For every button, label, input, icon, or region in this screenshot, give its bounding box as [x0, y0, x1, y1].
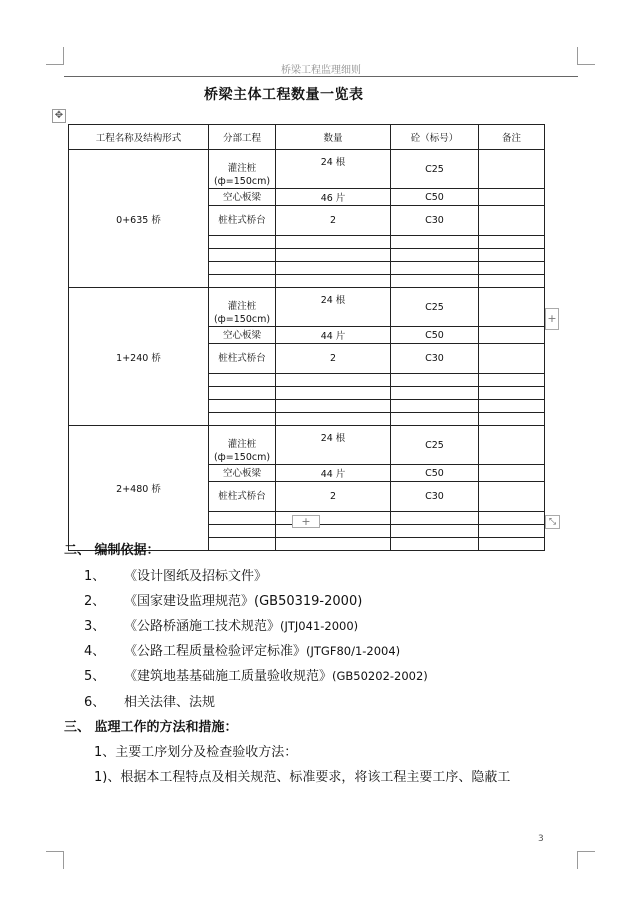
- part-cell: 灌注桩(ф=150cm): [209, 426, 276, 465]
- part-cell: 空心板梁: [209, 327, 276, 344]
- grade-cell: C50: [391, 189, 479, 206]
- page-number: 3: [538, 834, 544, 844]
- bridge-name-cell: 0+635 桥: [69, 150, 209, 288]
- qty-cell: 24 根: [276, 288, 391, 327]
- table-row: [69, 150, 545, 189]
- part-cell: 灌注桩(ф=150cm): [209, 150, 276, 189]
- grade-cell: C50: [391, 327, 479, 344]
- crop-mark-bottom-right: [577, 851, 595, 869]
- header-cell-remark: 备注: [479, 125, 545, 150]
- table-move-handle-icon[interactable]: ✥: [52, 109, 66, 123]
- remark-cell: [479, 465, 545, 482]
- qty-cell: 46 片: [276, 189, 391, 206]
- page-header: 桥梁工程监理细则: [281, 65, 361, 76]
- remark-cell: [479, 482, 545, 512]
- grade-cell: C30: [391, 482, 479, 512]
- add-row-button[interactable]: +: [292, 515, 320, 528]
- add-column-button[interactable]: +: [545, 308, 559, 330]
- list-item: 5、 《建筑地基基础施工质量验收规范》(GB50202-2002): [84, 669, 428, 684]
- bridge-name-cell: 1+240 桥: [69, 288, 209, 426]
- remark-cell: [479, 344, 545, 374]
- part-cell: 桩柱式桥台: [209, 482, 276, 512]
- crop-mark-top-left: [46, 47, 64, 65]
- header-cell-qty: 数量: [276, 125, 391, 150]
- list-item: 2、 《国家建设监理规范》(GB50319-2000): [84, 594, 363, 609]
- qty-cell: 44 片: [276, 465, 391, 482]
- remark-cell: [479, 327, 545, 344]
- section-heading-basis: 二、 编制依据：: [64, 543, 160, 558]
- remark-cell: [479, 206, 545, 236]
- header-cell-name: 工程名称及结构形式: [69, 125, 209, 150]
- part-cell: 灌注桩(ф=150cm): [209, 288, 276, 327]
- qty-cell: 44 片: [276, 327, 391, 344]
- qty-cell: 2: [276, 206, 391, 236]
- paragraph-text: 1)、根据本工程特点及相关规范、标准要求，将该工程主要工序、隐蔽工: [94, 770, 511, 785]
- part-cell: 空心板梁: [209, 465, 276, 482]
- list-item: 1、 《设计图纸及招标文件》: [84, 569, 268, 584]
- bridge-name-cell: 2+480 桥: [69, 426, 209, 551]
- section-heading-methods: 三、 监理工作的方法和措施：: [64, 720, 238, 735]
- part-cell: 桩柱式桥台: [209, 344, 276, 374]
- crop-mark-top-right: [577, 47, 595, 65]
- remark-cell: [479, 426, 545, 465]
- table-row: [69, 426, 545, 465]
- grade-cell: C50: [391, 465, 479, 482]
- table-resize-handle-icon[interactable]: ⤡: [545, 515, 560, 529]
- table-row: [69, 288, 545, 327]
- grade-cell: C25: [391, 426, 479, 465]
- table-title: 桥梁主体工程数量一览表: [204, 87, 364, 103]
- part-cell: 桩柱式桥台: [209, 206, 276, 236]
- remark-cell: [479, 189, 545, 206]
- qty-cell: 24 根: [276, 150, 391, 189]
- grade-cell: C25: [391, 288, 479, 327]
- part-cell: 空心板梁: [209, 189, 276, 206]
- list-item: 4、 《公路工程质量检验评定标准》(JTGF80/1-2004): [84, 644, 401, 659]
- remark-cell: [479, 288, 545, 327]
- list-item: 6、 相关法律、法规: [84, 695, 216, 710]
- subheading-process: 1、主要工序划分及检查验收方法：: [94, 745, 298, 760]
- qty-cell: 2: [276, 482, 391, 512]
- header-cell-part: 分部工程: [209, 125, 276, 150]
- qty-cell: 2: [276, 344, 391, 374]
- grade-cell: C25: [391, 150, 479, 189]
- grade-cell: C30: [391, 206, 479, 236]
- quantity-table: [68, 124, 545, 551]
- remark-cell: [479, 150, 545, 189]
- qty-cell: 24 根: [276, 426, 391, 465]
- table-header-row: [69, 125, 545, 150]
- crop-mark-bottom-left: [46, 851, 64, 869]
- list-item: 3、 《公路桥涵施工技术规范》(JTJ041-2000): [84, 619, 359, 634]
- header-cell-grade: 砼（标号）: [391, 125, 479, 150]
- header-rule: [64, 76, 578, 77]
- grade-cell: C30: [391, 344, 479, 374]
